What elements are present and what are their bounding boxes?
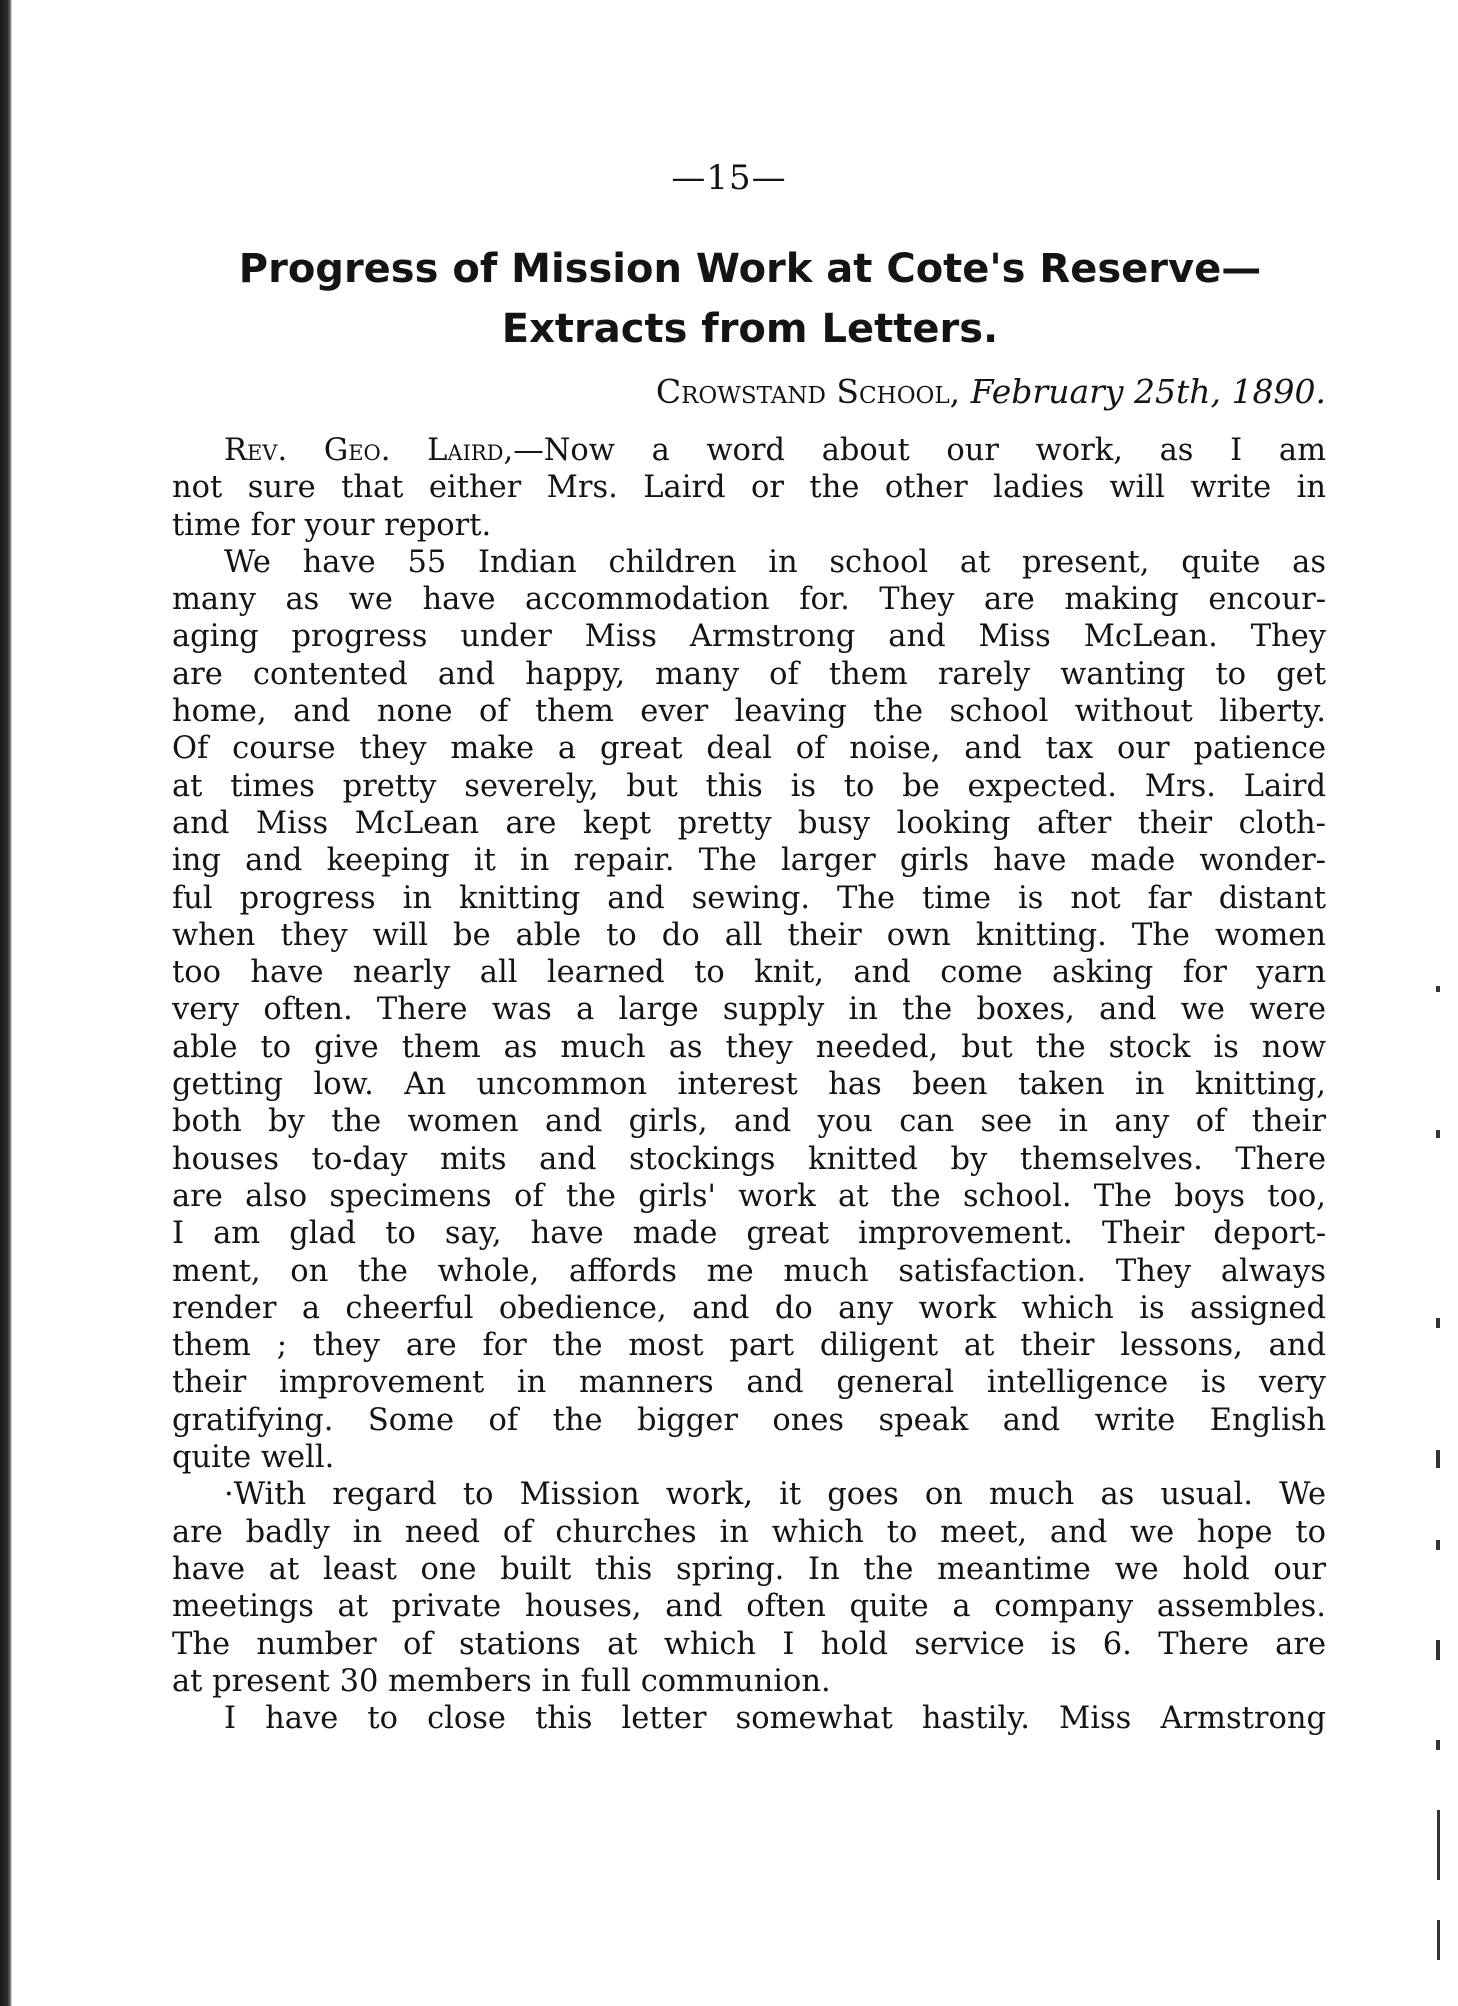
- text-line: render a cheerful obedience, and do any work which is assigned: [172, 1290, 1326, 1326]
- text-line: gratifying. Some of the bigger ones speak and write English: [172, 1402, 1326, 1438]
- text-line: at present 30 members in full communion.: [172, 1663, 831, 1699]
- text-line: are badly in need of churches in which to meet, and we hope to: [172, 1514, 1326, 1550]
- text-line: their improvement in manners and general intelligence is very: [172, 1365, 1326, 1401]
- text-line: ful progress in knitting and sewing. The time is not far distant: [172, 880, 1326, 916]
- text-line: and Miss McLean are kept pretty busy looking after their cloth-: [172, 805, 1326, 841]
- salutation: Rev. Geo. Laird,: [224, 433, 514, 468]
- text-line: are also specimens of the girls' work at the school. The boys too,: [172, 1178, 1326, 1214]
- text-line: houses to-day mits and stockings knitted by themselves. There: [172, 1141, 1326, 1177]
- text-line: I have to close this letter somewhat hastily. Miss Armstrong: [224, 1701, 1326, 1737]
- text-line: ment, on the whole, affords me much satisfaction. They always: [172, 1253, 1326, 1289]
- title-line-2: Extracts from Letters.: [501, 306, 999, 352]
- dateline-place: Crowstand School,: [655, 372, 961, 411]
- binding-edge: [0, 0, 12, 2006]
- dateline-date: February 25th, 1890.: [970, 372, 1326, 411]
- margin-speck: [1437, 1920, 1440, 1960]
- text-line: not sure that either Mrs. Laird or the other ladies will write in: [172, 470, 1326, 506]
- text-line-content: —Now a word about our work, as I am: [513, 433, 1326, 468]
- text-line: I am glad to say, have made great improvement. Their deport-: [172, 1216, 1326, 1252]
- page-number: —15—: [671, 158, 787, 198]
- text-line: able to give them as much as they needed, but the stock is now: [172, 1029, 1326, 1065]
- text-line: are contented and happy, many of them rarely wanting to get: [172, 656, 1326, 692]
- text-line: [172, 432, 1326, 469]
- text-line: quite well.: [172, 1440, 335, 1476]
- margin-speck: [1437, 1810, 1440, 1880]
- text-line: The number of stations at which I hold service is 6. There are: [172, 1626, 1326, 1662]
- text-line: have at least one built this spring. In the meantime we hold our: [172, 1551, 1326, 1587]
- text-line: very often. There was a large supply in the boxes, and we were: [172, 992, 1326, 1028]
- text-line: aging progress under Miss Armstrong and Miss McLean. They: [172, 619, 1326, 655]
- text-line: at times pretty severely, but this is to be expected. Mrs. Laird: [172, 768, 1326, 804]
- text-line: meetings at private houses, and often quite a company assembles.: [172, 1589, 1326, 1625]
- margin-speck: [1436, 986, 1440, 992]
- text-line: We have 55 Indian children in school at present, quite as: [224, 544, 1326, 580]
- text-line: ·With regard to Mission work, it goes on much as usual. We: [224, 1477, 1326, 1513]
- margin-speck: [1436, 1640, 1440, 1660]
- letter-body: [172, 432, 1326, 1737]
- text-line: getting low. An uncommon interest has been taken in knitting,: [172, 1067, 1326, 1103]
- text-line: home, and none of them ever leaving the school without liberty.: [172, 694, 1326, 730]
- text-line: too have nearly all learned to knit, and come asking for yarn: [172, 955, 1326, 991]
- text-line: when they will be able to do all their own knitting. The women: [172, 917, 1326, 953]
- margin-speck: [1436, 1130, 1440, 1138]
- margin-speck: [1436, 1450, 1440, 1468]
- text-line: both by the women and girls, and you can see in any of their: [172, 1104, 1326, 1140]
- text-line: time for your report.: [172, 507, 492, 543]
- margin-speck: [1436, 1318, 1440, 1328]
- text-line: ing and keeping it in repair. The larger girls have made wonder-: [172, 843, 1326, 879]
- title-line-1: Progress of Mission Work at Cote's Reserve—: [238, 246, 1262, 292]
- text-line: many as we have accommodation for. They are making encour-: [172, 582, 1326, 618]
- dateline: [656, 372, 1326, 411]
- text-line: them ; they are for the most part diligent at their lessons, and: [172, 1328, 1326, 1364]
- margin-speck: [1436, 1540, 1440, 1550]
- margin-speck: [1436, 1740, 1440, 1750]
- text-line: Of course they make a great deal of noise, and tax our patience: [172, 731, 1326, 767]
